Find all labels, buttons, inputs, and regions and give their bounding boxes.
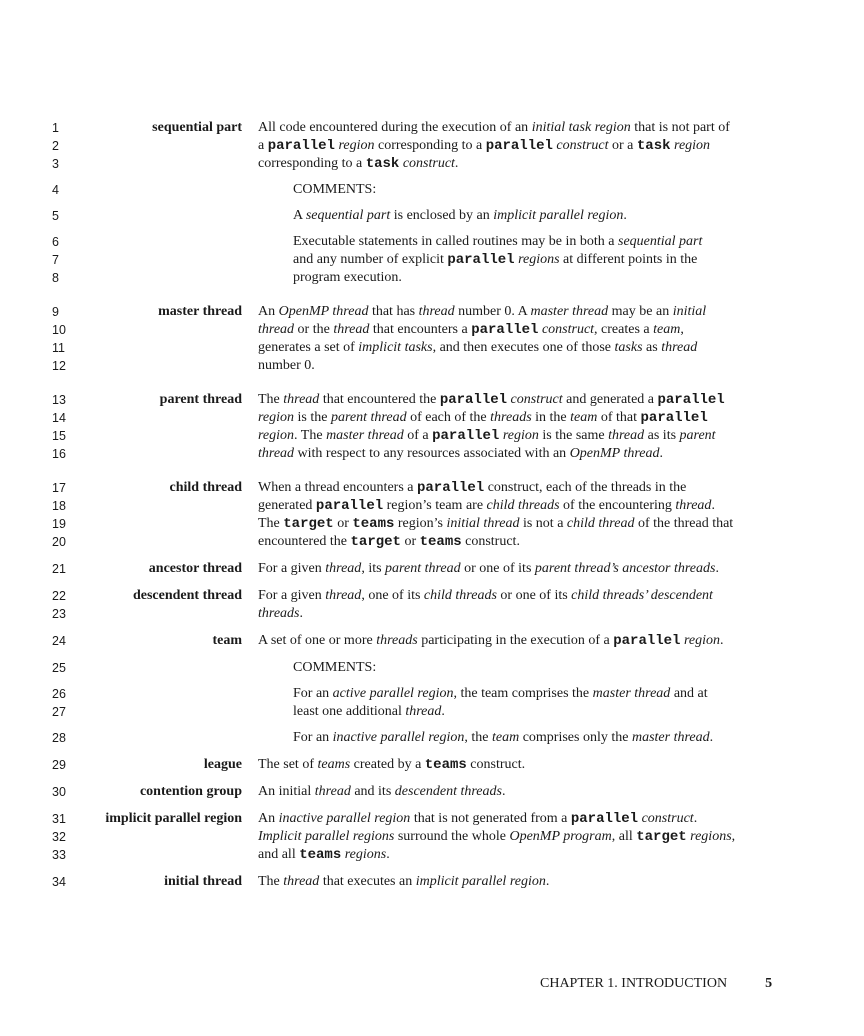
definition-line <box>258 810 697 828</box>
line-number: 28 <box>52 731 66 745</box>
glossary-term: child thread <box>169 480 242 495</box>
code-keyword: parallel <box>485 138 553 154</box>
glossary-term: implicit parallel region <box>105 811 242 826</box>
emphasis-text: thread <box>405 704 442 719</box>
line-number: 4 <box>52 183 59 197</box>
text-run: , all <box>611 829 637 844</box>
chapter-title: CHAPTER 1. INTRODUCTION <box>540 976 728 991</box>
definition-line <box>293 729 713 747</box>
emphasis-text: initial <box>672 304 707 319</box>
emphasis-text: master thread <box>631 730 710 745</box>
text-run: For a given <box>258 588 326 603</box>
glossary-term: team <box>212 633 242 648</box>
text-run: comprises only the <box>519 730 632 745</box>
text-run: , <box>680 322 684 337</box>
line-number: 31 <box>52 812 66 826</box>
code-keyword: task <box>636 138 671 154</box>
emphasis-text: active parallel region <box>332 686 454 701</box>
emphasis-text: regions <box>690 829 732 844</box>
code-keyword: parallel <box>471 322 539 338</box>
definition-line <box>258 445 663 463</box>
code-keyword: teams <box>424 757 467 773</box>
text-run: at different points in the <box>559 252 698 267</box>
text-run: is not a <box>519 516 567 531</box>
text-run: of the encountering <box>559 498 676 513</box>
definition-line <box>258 427 716 445</box>
text-run: least one additional <box>293 704 406 719</box>
emphasis-text: parent thread <box>331 410 407 425</box>
text-run: . <box>720 633 724 648</box>
text-run: region’s team are <box>383 498 487 513</box>
text-run: and all <box>258 847 300 862</box>
emphasis-text: thread <box>325 588 362 603</box>
definition-line <box>258 303 706 321</box>
definition-line <box>258 873 549 891</box>
emphasis-text: master thread <box>592 686 671 701</box>
definition-line <box>258 515 733 533</box>
text-run: and any number of explicit <box>293 252 448 267</box>
text-run: The set of <box>258 757 318 772</box>
code-keyword: parallel <box>657 392 725 408</box>
text-run: For a given <box>258 561 326 576</box>
code-keyword: teams <box>352 516 395 532</box>
emphasis-text: OpenMP thread <box>278 304 369 319</box>
emphasis-text: initial task region <box>531 120 631 135</box>
definition-line <box>258 560 719 578</box>
text-run: that has <box>368 304 419 319</box>
glossary-term: contention group <box>139 784 242 799</box>
line-number: 6 <box>52 235 59 249</box>
text-run: . <box>501 784 506 799</box>
emphasis-text: sequential part <box>305 208 391 223</box>
line-number: 1 <box>52 121 59 135</box>
line-number: 23 <box>52 607 66 621</box>
line-number: 11 <box>52 341 65 355</box>
emphasis-text: initial thread <box>446 516 520 531</box>
line-number: 19 <box>52 517 66 531</box>
text-run: surround the whole <box>394 829 510 844</box>
emphasis-text: thread <box>333 322 370 337</box>
code-keyword: teams <box>419 534 462 550</box>
text-run: or <box>400 534 420 549</box>
text-run: , and then executes one of those <box>432 340 615 355</box>
emphasis-text: thread <box>283 874 320 889</box>
text-run: A set of one or more <box>258 633 377 648</box>
glossary-term: master thread <box>158 304 242 319</box>
text-run: is the same <box>538 428 609 443</box>
glossary-term: ancestor thread <box>148 561 242 576</box>
line-number: 29 <box>52 758 66 772</box>
emphasis-text: OpenMP thread <box>569 446 660 461</box>
text-run: construct. <box>461 534 520 549</box>
definition-line <box>258 119 730 137</box>
definition-line <box>258 137 710 155</box>
glossary-term: league <box>203 757 242 772</box>
glossary-term: initial thread <box>164 874 242 889</box>
page-footer <box>540 975 772 993</box>
text-run: of that <box>597 410 641 425</box>
line-number: 27 <box>52 705 66 719</box>
text-run: of a <box>403 428 433 443</box>
text-run: . <box>623 208 627 223</box>
text-run: . <box>299 606 303 621</box>
line-number: 18 <box>52 499 66 513</box>
definition-line <box>293 269 402 287</box>
emphasis-text: thread <box>283 392 320 407</box>
text-run: that is not part of <box>630 120 730 135</box>
text-run: generated <box>258 498 316 513</box>
line-number: 13 <box>52 393 66 407</box>
line-number: 22 <box>52 589 66 603</box>
definition-line <box>258 605 303 623</box>
emphasis-text: region <box>674 138 711 153</box>
page-number: 5 <box>765 976 773 991</box>
text-run: COMMENTS: <box>293 660 377 675</box>
line-number: 3 <box>52 157 59 171</box>
emphasis-text: implicit parallel region <box>415 874 546 889</box>
text-run: as <box>642 340 662 355</box>
line-number: 26 <box>52 687 66 701</box>
text-run: that encounters a <box>369 322 472 337</box>
text-run: All code encountered during the execution of an <box>258 120 532 135</box>
emphasis-text: inactive parallel region <box>332 730 465 745</box>
line-number: 14 <box>52 411 66 425</box>
definition-line <box>258 533 520 551</box>
emphasis-text: thread <box>418 304 455 319</box>
line-number: 17 <box>52 481 66 495</box>
line-number: 2 <box>52 139 59 153</box>
emphasis-text: region <box>338 138 375 153</box>
emphasis-text: child threads <box>423 588 497 603</box>
emphasis-text: thread <box>675 498 712 513</box>
text-run: COMMENTS: <box>293 182 377 197</box>
emphasis-text: child thread <box>566 516 635 531</box>
emphasis-text: thread <box>325 561 362 576</box>
line-number: 7 <box>52 253 59 267</box>
definition-line <box>258 587 713 605</box>
text-run: or one of its <box>496 588 572 603</box>
text-run: region’s <box>394 516 447 531</box>
text-run: , its <box>361 561 386 576</box>
definition-line <box>293 251 697 269</box>
glossary-term: descendent thread <box>132 588 242 603</box>
emphasis-text: regions <box>518 252 560 267</box>
line-number: 24 <box>52 634 66 648</box>
emphasis-text: team <box>570 410 598 425</box>
line-number: 30 <box>52 785 66 799</box>
emphasis-text: region <box>502 428 539 443</box>
text-run: is enclosed by an <box>390 208 494 223</box>
emphasis-text: region <box>258 410 295 425</box>
code-keyword: parallel <box>447 252 515 268</box>
definition-line <box>293 207 627 225</box>
text-run: that is not generated from a <box>410 811 571 826</box>
text-run: . <box>693 811 698 826</box>
code-keyword: target <box>350 534 401 550</box>
emphasis-text: construct <box>541 322 595 337</box>
emphasis-text: region <box>258 428 295 443</box>
definition-line <box>258 479 686 497</box>
code-keyword: target <box>636 829 687 845</box>
line-number: 12 <box>52 359 66 373</box>
text-run: program execution. <box>293 270 402 285</box>
code-keyword: parallel <box>267 138 335 154</box>
text-run: , <box>731 829 736 844</box>
text-run: . <box>709 730 714 745</box>
definition-line <box>293 659 376 677</box>
text-run: For an <box>293 686 333 701</box>
text-run: created by a <box>350 757 425 772</box>
text-run: or one of its <box>460 561 535 576</box>
text-run: that executes an <box>319 874 416 889</box>
definition-line <box>258 409 708 427</box>
text-run: or a <box>608 138 637 153</box>
code-keyword: parallel <box>640 410 708 426</box>
text-run: or the <box>294 322 334 337</box>
definition-line <box>258 846 390 864</box>
text-run: corresponding to a <box>258 156 366 171</box>
definition-line <box>258 632 724 650</box>
glossary-term: parent thread <box>159 392 242 407</box>
emphasis-text: region <box>683 633 720 648</box>
text-run: generates a set of <box>258 340 359 355</box>
emphasis-text: master thread <box>530 304 609 319</box>
emphasis-text: regions <box>344 847 387 862</box>
definition-line <box>293 685 708 703</box>
text-run: An <box>258 304 279 319</box>
text-run: may be an <box>608 304 673 319</box>
text-run: For an <box>293 730 333 745</box>
emphasis-text: child threads <box>486 498 560 513</box>
text-run: corresponding to a <box>374 138 486 153</box>
text-run: . <box>454 156 459 171</box>
text-run: construct. <box>466 757 526 772</box>
text-run: The <box>258 392 284 407</box>
line-number: 21 <box>52 562 66 576</box>
emphasis-text: threads <box>376 633 418 648</box>
text-run: in the <box>531 410 571 425</box>
emphasis-text: OpenMP program <box>509 829 612 844</box>
text-run: , the <box>464 730 492 745</box>
text-run: . The <box>294 428 327 443</box>
emphasis-text: construct <box>556 138 609 153</box>
emphasis-text: thread <box>608 428 645 443</box>
definition-line <box>258 339 697 357</box>
code-keyword: parallel <box>613 633 681 649</box>
definition-line <box>258 828 735 846</box>
text-run: , one of its <box>361 588 424 603</box>
emphasis-text: master thread <box>326 428 404 443</box>
emphasis-text: construct <box>641 811 694 826</box>
text-run: number 0. A <box>454 304 531 319</box>
emphasis-text: teams <box>317 757 351 772</box>
text-run: participating in the execution of a <box>417 633 614 648</box>
emphasis-text: threads <box>258 606 300 621</box>
line-number: 16 <box>52 447 66 461</box>
line-number: 10 <box>52 323 66 337</box>
emphasis-text: construct <box>402 156 455 171</box>
text-run: of the thread that <box>634 516 734 531</box>
text-run: An <box>258 811 279 826</box>
emphasis-text: implicit parallel region <box>493 208 624 223</box>
line-number: 15 <box>52 429 66 443</box>
emphasis-text: team <box>491 730 520 745</box>
text-run: . <box>545 874 550 889</box>
text-run: as its <box>644 428 680 443</box>
emphasis-text: parent thread <box>385 561 461 576</box>
definition-line <box>293 703 445 721</box>
definition-line <box>258 756 525 774</box>
text-run: construct, each of the threads in the <box>484 480 687 495</box>
text-run: or <box>333 516 353 531</box>
line-number: 9 <box>52 305 59 319</box>
text-run: The <box>258 874 284 889</box>
text-run: When a thread encounters a <box>258 480 417 495</box>
definition-line <box>293 233 702 251</box>
text-run: A <box>293 208 306 223</box>
text-run: An initial <box>258 784 315 799</box>
text-run: , the team comprises the <box>453 686 593 701</box>
text-run: The <box>258 516 284 531</box>
emphasis-text: thread <box>258 322 295 337</box>
text-run: with respect to any resources associated with an <box>294 446 570 461</box>
definition-line <box>293 181 376 199</box>
text-run: and its <box>350 784 395 799</box>
code-keyword: target <box>283 516 334 532</box>
text-run: . <box>441 704 445 719</box>
emphasis-text: construct <box>510 392 563 407</box>
definition-line <box>258 357 315 375</box>
definition-line <box>258 783 505 801</box>
code-keyword: task <box>365 156 400 172</box>
emphasis-text: parent <box>679 428 716 443</box>
emphasis-text: tasks <box>614 340 643 355</box>
emphasis-text: thread <box>258 446 295 461</box>
definition-line <box>258 391 725 409</box>
line-number: 34 <box>52 875 66 889</box>
emphasis-text: team <box>653 322 681 337</box>
emphasis-text: inactive parallel region <box>278 811 411 826</box>
line-number: 32 <box>52 830 66 844</box>
text-run: . <box>386 847 390 862</box>
emphasis-text: child threads’ descendent <box>571 588 713 603</box>
code-keyword: parallel <box>439 392 508 408</box>
line-number: 5 <box>52 209 59 223</box>
text-run: number 0. <box>258 358 315 373</box>
emphasis-text: parent thread’s ancestor threads <box>534 561 716 576</box>
emphasis-text: descendent threads <box>394 784 502 799</box>
emphasis-text: thread <box>314 784 351 799</box>
line-number: 8 <box>52 271 59 285</box>
text-run: , creates a <box>594 322 654 337</box>
text-run: of each of the <box>406 410 491 425</box>
definition-line <box>258 321 684 339</box>
code-keyword: parallel <box>315 498 384 514</box>
code-keyword: parallel <box>570 811 639 827</box>
text-run: and at <box>670 686 708 701</box>
line-number: 20 <box>52 535 66 549</box>
emphasis-text: threads <box>490 410 532 425</box>
emphasis-text: implicit tasks <box>358 340 433 355</box>
definition-line <box>258 155 458 173</box>
text-run: and generated a <box>562 392 658 407</box>
text-run: . <box>715 561 719 576</box>
definition-line <box>258 497 715 515</box>
text-run: encountered the <box>258 534 351 549</box>
text-run: . <box>711 498 715 513</box>
code-keyword: parallel <box>432 428 500 444</box>
text-run: a <box>258 138 268 153</box>
text-run: . <box>659 446 664 461</box>
emphasis-text: thread <box>661 340 698 355</box>
code-keyword: teams <box>299 847 342 863</box>
glossary-term: sequential part <box>152 120 242 135</box>
emphasis-text: sequential part <box>618 234 703 249</box>
line-number: 25 <box>52 661 66 675</box>
text-run: is the <box>294 410 331 425</box>
emphasis-text: Implicit parallel regions <box>258 829 395 844</box>
text-run: that encountered the <box>319 392 440 407</box>
code-keyword: parallel <box>416 480 485 496</box>
text-run: Executable statements in called routines may be in both a <box>293 234 619 249</box>
line-number: 33 <box>52 848 66 862</box>
